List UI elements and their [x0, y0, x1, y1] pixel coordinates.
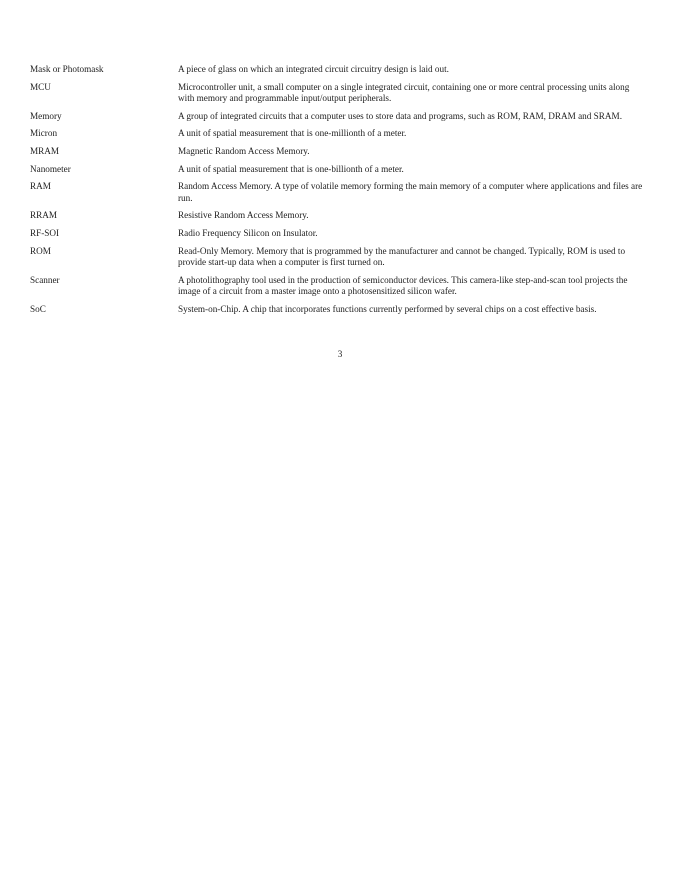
glossary-entry	[30, 304, 645, 316]
glossary-term: RAM	[30, 181, 51, 192]
glossary-entry	[30, 146, 645, 158]
glossary-definition: Microcontroller unit, a small computer on a single integrated circuit, containing one or more central processing units along with memory and programmable input/output peripherals.	[178, 81, 630, 104]
glossary-term: ROM	[30, 245, 51, 256]
glossary-definition: Random Access Memory. A type of volatile memory forming the main memory of a computer where applications and files are run.	[178, 181, 643, 203]
glossary-entry	[30, 164, 645, 176]
glossary-definition: A unit of spatial measurement that is one-millionth of a meter.	[178, 128, 407, 139]
glossary-entry	[30, 64, 645, 76]
glossary-term: Mask or Photomask	[30, 64, 104, 74]
glossary-definition: Radio Frequency Silicon on Insulator.	[178, 227, 318, 238]
glossary-definition: A piece of glass on which an integrated circuit circuitry design is laid out.	[178, 64, 449, 74]
glossary-term: SoC	[30, 303, 46, 314]
glossary-term: MCU	[30, 81, 51, 92]
glossary-term: Nanometer	[30, 163, 71, 174]
glossary-term: Scanner	[30, 274, 60, 285]
glossary-term: Micron	[30, 128, 58, 139]
glossary-entry	[30, 228, 645, 240]
glossary-entry	[30, 246, 645, 269]
glossary-definition: Resistive Random Access Memory.	[178, 210, 309, 221]
glossary-term: Memory	[30, 110, 62, 121]
glossary-entry	[30, 111, 645, 123]
glossary-definition: Read-Only Memory. Memory that is programmed by the manufacturer and cannot be changed. Typically, ROM is used to provide start-up data when a computer is first turned on.	[178, 245, 626, 268]
glossary-definition: A unit of spatial measurement that is one-billionth of a meter.	[178, 163, 404, 174]
glossary-term: MRAM	[30, 145, 60, 156]
glossary-term: RRAM	[30, 210, 58, 221]
glossary-entry	[30, 128, 645, 140]
glossary-term: RF-SOI	[30, 227, 60, 238]
glossary-definition: System-on-Chip. A chip that incorporates functions currently performed by several chips on a cost effective basis.	[178, 303, 597, 314]
glossary-definition: A photolithography tool used in the production of semiconductor devices. This camera-like step-and-scan tool projects the image of a circuit from a master image onto a photosensitized silicon wafer.	[178, 274, 628, 297]
glossary-entry	[30, 210, 645, 222]
glossary-definition: Magnetic Random Access Memory.	[178, 145, 310, 156]
glossary-entry	[30, 181, 645, 204]
glossary-entry	[30, 275, 645, 298]
page-number: 3	[337, 349, 343, 359]
glossary-entry	[30, 82, 645, 105]
glossary-definition: A group of integrated circuits that a computer uses to store data and programs, such as ROM, RAM, DRAM and SRAM.	[178, 110, 622, 121]
glossary-list	[30, 64, 645, 322]
